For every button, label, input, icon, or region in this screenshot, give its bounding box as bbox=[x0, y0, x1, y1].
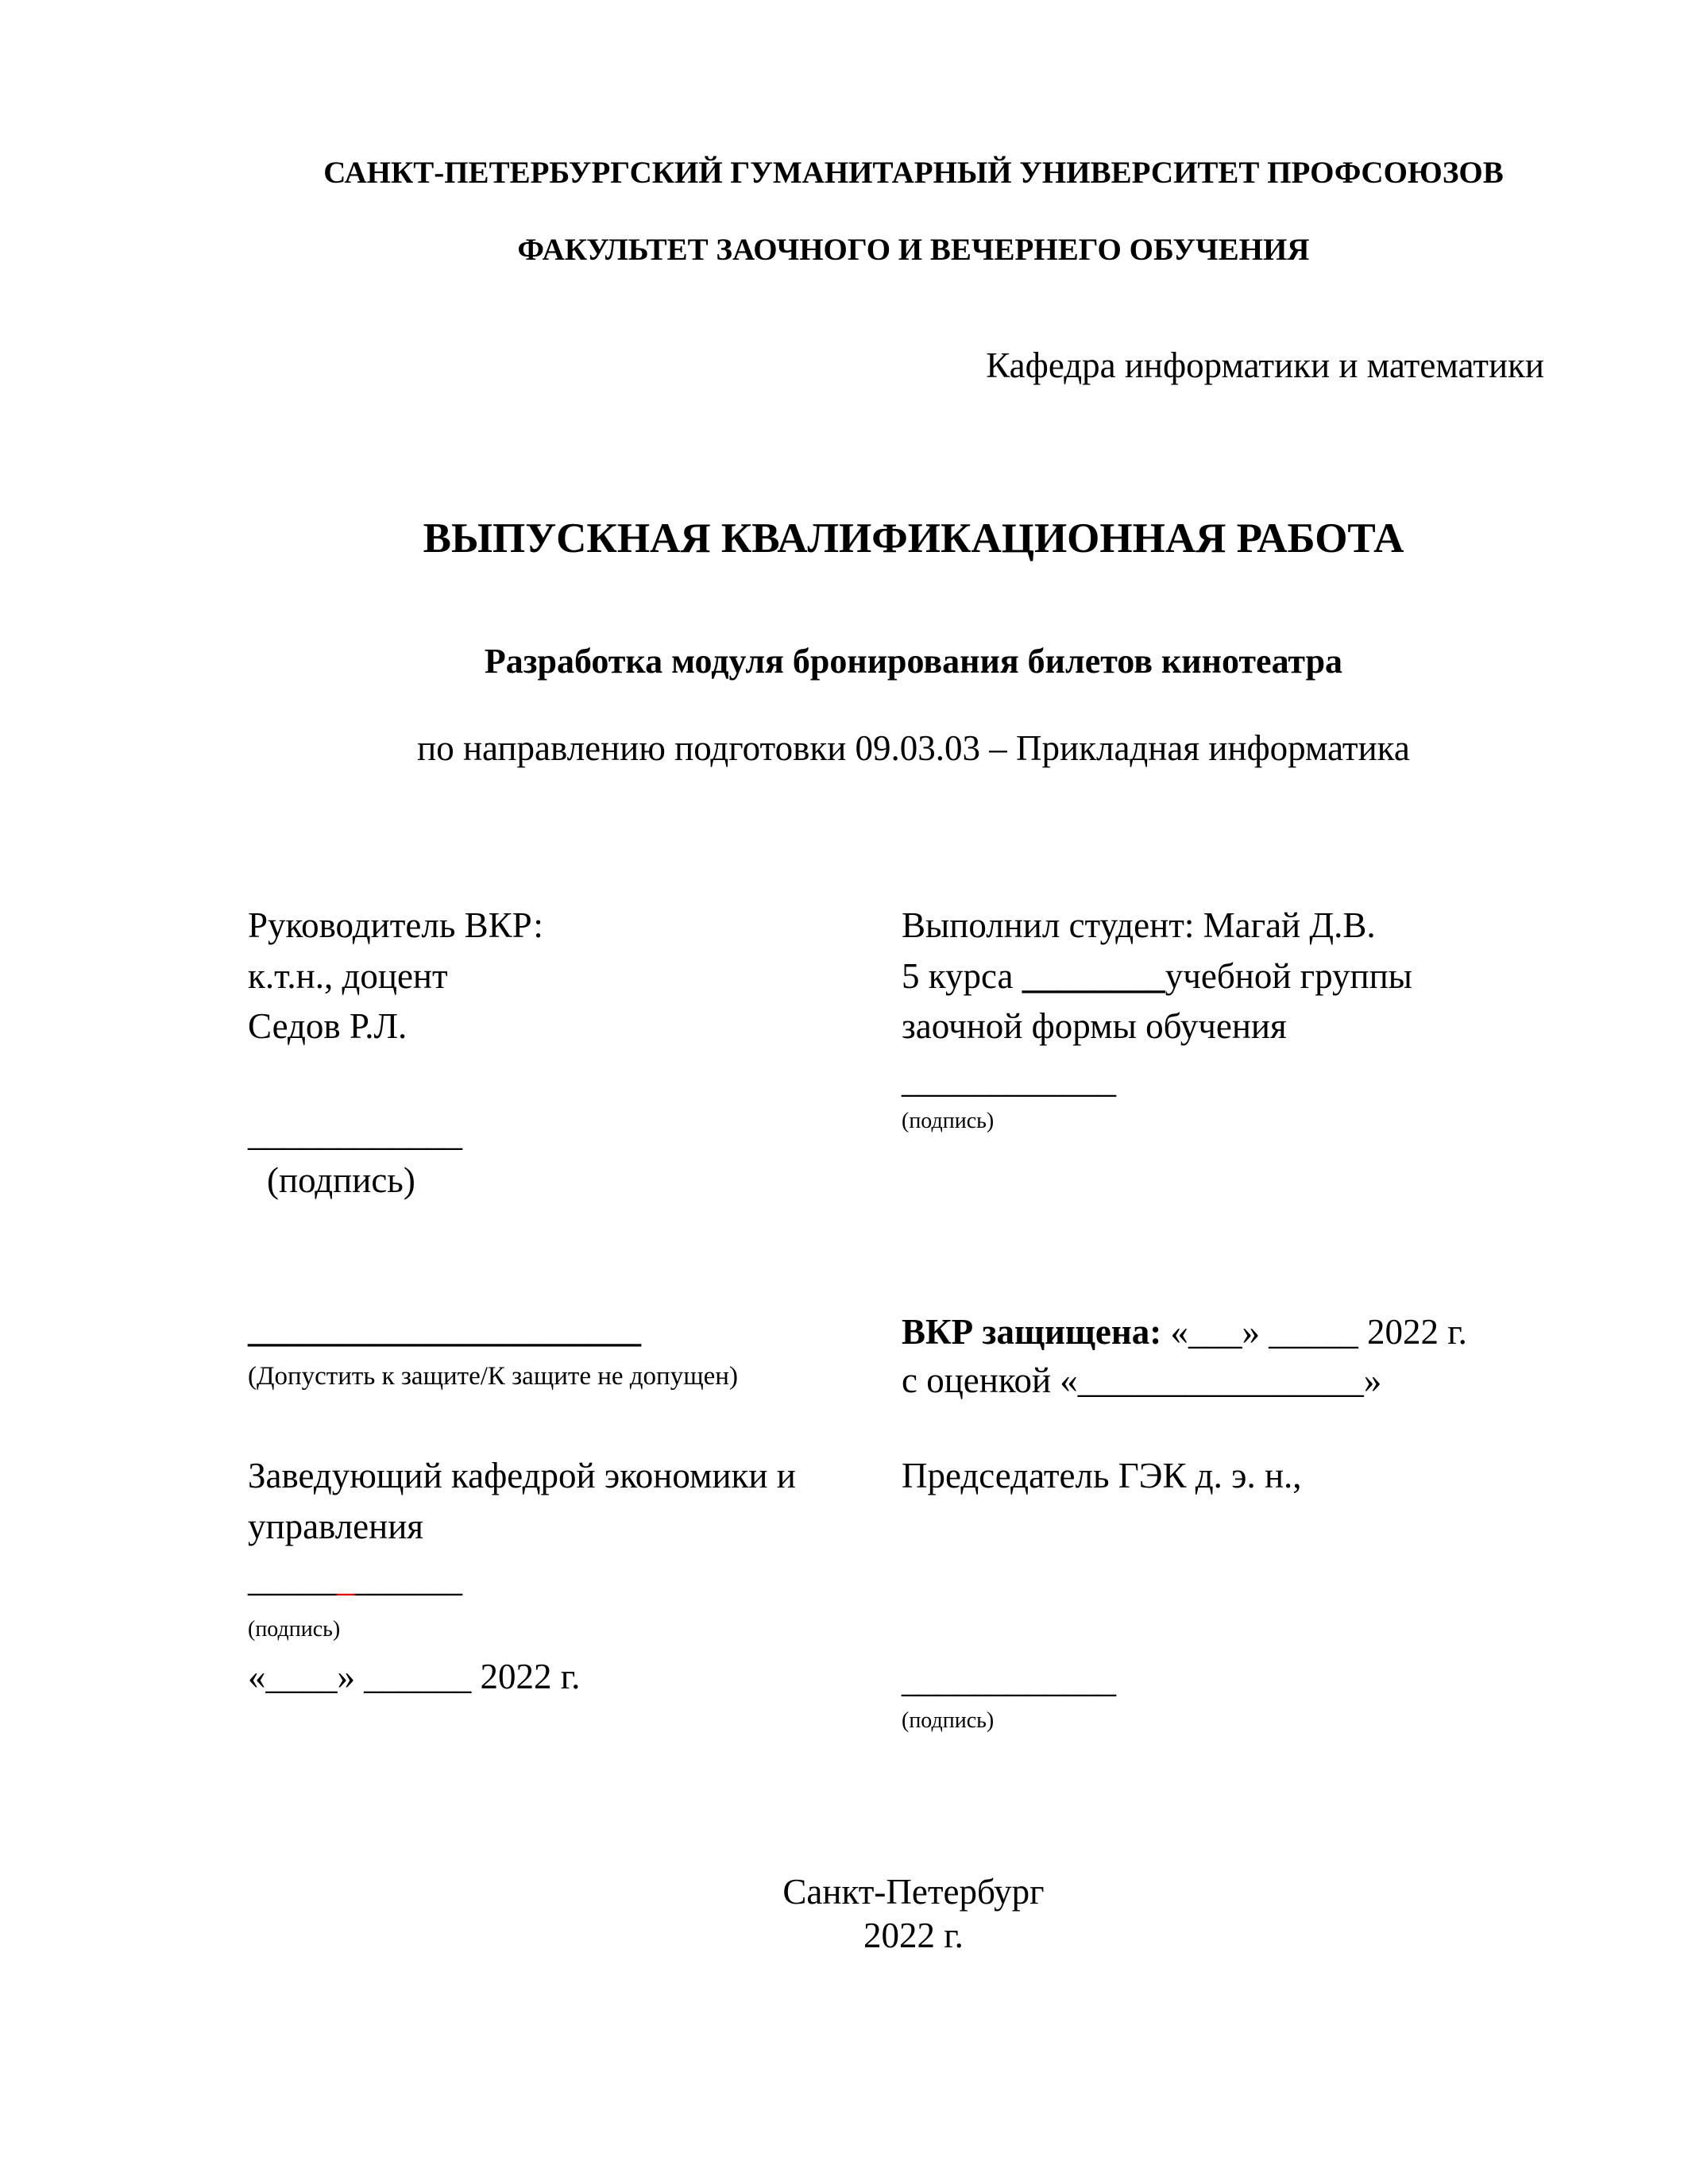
group-blank: ________ bbox=[1022, 956, 1165, 996]
supervisor-degree: к.т.н., доцент bbox=[248, 956, 448, 996]
study-direction: по направлению подготовки 09.03.03 – Прикладная информатика bbox=[417, 728, 1410, 768]
head-signature-line bbox=[248, 1561, 462, 1597]
footer-city: Санкт-Петербург bbox=[782, 1872, 1045, 1912]
chair-label: Председатель ГЭК д. э. н., bbox=[902, 1456, 1302, 1495]
head-title-line2: управления bbox=[248, 1507, 424, 1546]
admission-caption: (Допустить к защите/К защите не допущен) bbox=[248, 1362, 738, 1391]
sign-part: _____ bbox=[248, 1559, 338, 1599]
defense-grade: с оценкой «________________» bbox=[902, 1360, 1382, 1400]
footer-year: 2022 г. bbox=[863, 1916, 964, 1955]
supervisor-label: Руководитель ВКР: bbox=[248, 905, 543, 945]
course-suffix: учебной группы bbox=[1165, 956, 1412, 996]
student-signature-caption: (подпись) bbox=[902, 1109, 995, 1133]
university-name: САНКТ-ПЕТЕРБУРГСКИЙ ГУМАНИТАРНЫЙ УНИВЕРСИТЕТ ПРОФСОЮЗОВ bbox=[323, 156, 1504, 190]
head-date: «____» ______ 2022 г. bbox=[248, 1657, 581, 1696]
document-title: ВЫПУСКНАЯ КВАЛИФИКАЦИОННАЯ РАБОТА bbox=[423, 515, 1404, 561]
defense-date bbox=[902, 1314, 1467, 1350]
thesis-topic: Разработка модуля бронирования билетов кинотеатра bbox=[484, 642, 1343, 681]
sign-part: ______ bbox=[355, 1559, 462, 1599]
student-study-form: заочной формы обучения bbox=[902, 1006, 1287, 1046]
head-title-line1: Заведующий кафедрой экономики и bbox=[248, 1456, 796, 1495]
chair-signature-line: ____________ bbox=[902, 1660, 1116, 1700]
chair-signature-caption: (подпись) bbox=[902, 1708, 995, 1733]
admission-line: ______________________ bbox=[248, 1310, 641, 1349]
supervisor-signature-line: ____________ bbox=[248, 1113, 462, 1153]
head-signature-caption: (подпись) bbox=[248, 1617, 341, 1642]
department-name: Кафедра информатики и математики bbox=[986, 345, 1544, 385]
student-signature-line: ____________ bbox=[902, 1060, 1116, 1100]
sign-part-red: _ bbox=[337, 1559, 355, 1599]
defense-label: ВКР защищена: bbox=[902, 1312, 1162, 1352]
supervisor-signature-caption: (подпись) bbox=[267, 1160, 415, 1200]
student-label: Выполнил студент: Магай Д.В. bbox=[902, 905, 1376, 945]
supervisor-name: Седов Р.Л. bbox=[248, 1006, 408, 1046]
defense-date-value: «___» _____ 2022 г. bbox=[1161, 1312, 1467, 1352]
student-course bbox=[902, 956, 1412, 996]
course-prefix: 5 курса bbox=[902, 956, 1022, 996]
faculty-name: ФАКУЛЬТЕТ ЗАОЧНОГО И ВЕЧЕРНЕГО ОБУЧЕНИЯ bbox=[517, 233, 1310, 267]
